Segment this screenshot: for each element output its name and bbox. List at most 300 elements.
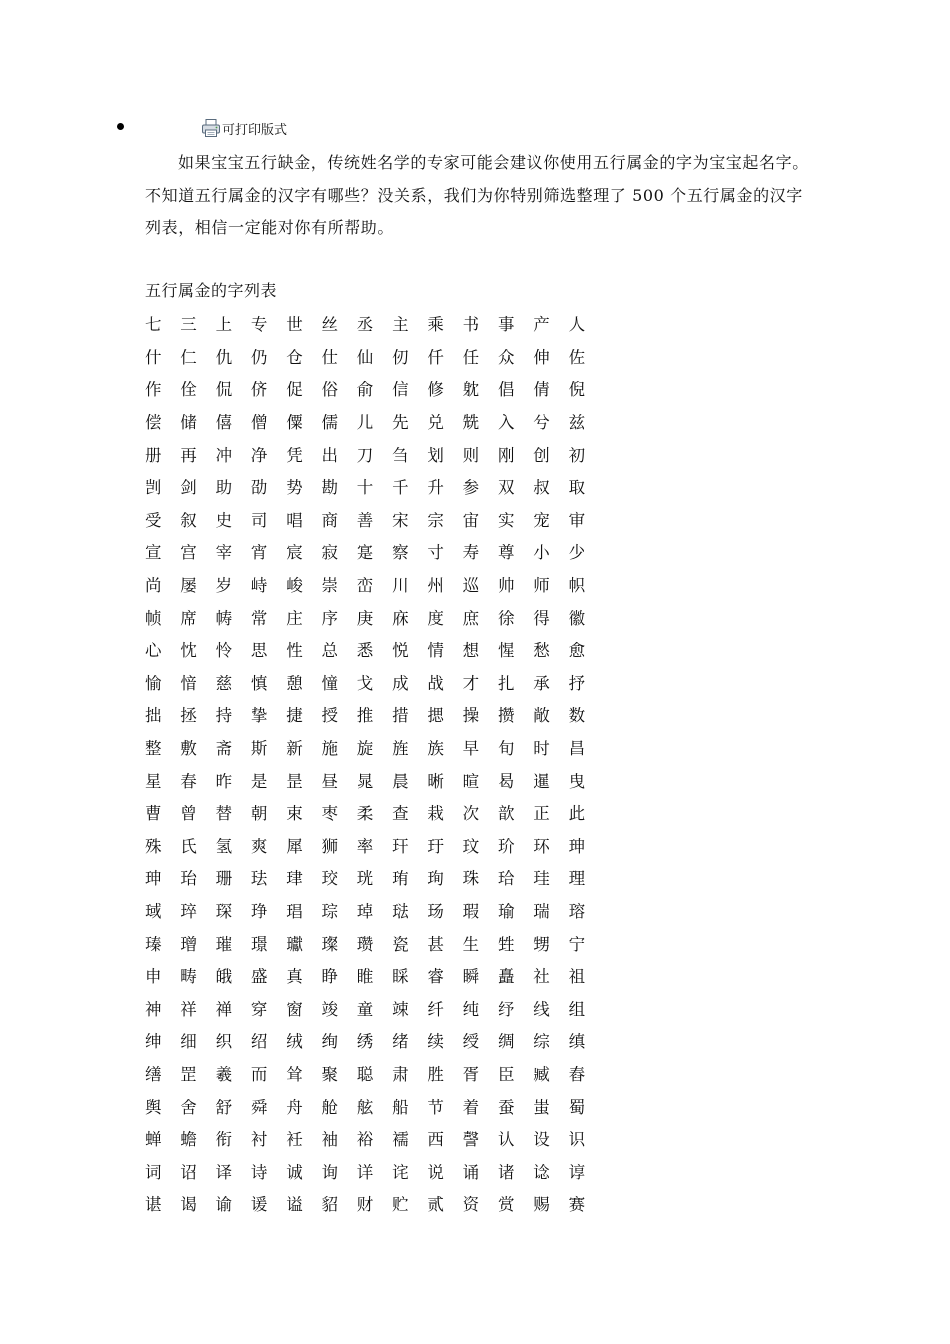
- character-cell: 敞: [533, 706, 550, 726]
- character-cell: 珖: [356, 869, 374, 889]
- character-cell: 胥: [462, 1064, 480, 1084]
- character-cell: 曳: [568, 771, 586, 791]
- character-cell: 席: [180, 608, 197, 628]
- character-cell: 缜: [568, 1032, 586, 1052]
- character-cell: 询: [321, 1162, 338, 1182]
- character-cell: 冲: [215, 445, 233, 465]
- character-cell: 升: [427, 478, 444, 498]
- character-cell: 悉: [356, 641, 374, 661]
- character-cell: 而: [250, 1064, 268, 1084]
- list-title: 五行属金的字列表: [145, 281, 278, 300]
- character-cell: 氢: [215, 836, 233, 856]
- character-cell: 宙: [462, 510, 480, 530]
- character-cell: 续: [427, 1032, 444, 1052]
- character-cell: 僳: [286, 413, 303, 433]
- character-cell: 玗: [427, 836, 444, 856]
- character-cell: 社: [533, 967, 550, 987]
- character-cell: 琩: [286, 901, 303, 921]
- character-cell: 宸: [286, 543, 303, 563]
- character-cell: 倡: [497, 380, 515, 400]
- character-cell: 憩: [286, 673, 303, 693]
- character-cell: 峻: [286, 576, 303, 596]
- character-cell: 貂: [321, 1195, 338, 1215]
- character-cell: 叔: [533, 478, 550, 498]
- character-cell: 舷: [356, 1097, 374, 1117]
- character-cell: 仓: [286, 347, 303, 367]
- character-cell: 兟: [462, 413, 480, 433]
- character-cell: 双: [497, 478, 515, 498]
- character-cell: 仇: [215, 347, 233, 367]
- character-cell: 愁: [533, 641, 550, 661]
- character-cell: 琮: [321, 901, 338, 921]
- character-cell: 曹: [145, 804, 162, 824]
- character-cell: 畴: [180, 967, 197, 987]
- character-cell: 庶: [462, 608, 480, 628]
- character-cell: 斋: [215, 739, 233, 759]
- character-cell: 仁: [180, 347, 197, 367]
- character-cell: 瓛: [286, 934, 303, 954]
- character-cell: 瞬: [462, 967, 480, 987]
- character-cell: 舂: [568, 1064, 586, 1084]
- character-cell: 施: [321, 739, 338, 759]
- character-cell: 珠: [462, 869, 480, 889]
- character-cell: 谆: [568, 1162, 586, 1182]
- character-cell: 瓷: [392, 934, 409, 954]
- character-cell: 早: [462, 739, 480, 759]
- character-cell: 认: [497, 1130, 515, 1150]
- character-cell: 儒: [321, 413, 338, 433]
- character-cell: 俞: [356, 380, 374, 400]
- character-cell: 整: [145, 739, 162, 759]
- character-cell: 殊: [145, 836, 162, 856]
- character-cell: 线: [533, 999, 550, 1019]
- character-cell: 持: [215, 706, 233, 726]
- character-cell: 受: [145, 510, 162, 530]
- character-cell: 聪: [356, 1064, 374, 1084]
- character-cell: 是: [250, 771, 268, 791]
- character-cell: 襦: [392, 1130, 409, 1150]
- character-cell: 昨: [215, 771, 233, 791]
- character-cell: 兑: [427, 413, 444, 433]
- character-cell: 谥: [286, 1195, 303, 1215]
- character-cell: 唱: [286, 510, 303, 530]
- character-cell: 众: [497, 347, 515, 367]
- character-cell: 刍: [392, 445, 409, 465]
- character-cell: 珆: [180, 869, 197, 889]
- character-cell: 爽: [250, 836, 268, 856]
- character-cell: 愉: [145, 673, 162, 693]
- character-cell: 盛: [250, 967, 268, 987]
- character-cell: 僖: [215, 413, 233, 433]
- character-cell: 细: [180, 1032, 197, 1052]
- character-cell: 衬: [250, 1130, 268, 1150]
- character-cell: 寸: [427, 543, 444, 563]
- character-cell: 枣: [321, 804, 338, 824]
- character-cell: 凭: [286, 445, 303, 465]
- character-cell: 竣: [321, 999, 338, 1019]
- character-cell: 赛: [568, 1195, 586, 1215]
- character-cell: 诏: [180, 1162, 197, 1182]
- character-cell: 想: [462, 641, 480, 661]
- character-cell: 三: [180, 315, 197, 335]
- character-cell: 昌: [568, 739, 586, 759]
- character-cell: 帜: [568, 576, 586, 596]
- character-cell: 柔: [356, 804, 374, 824]
- character-cell: 峦: [356, 576, 374, 596]
- character-cell: 衔: [215, 1130, 233, 1150]
- character-cell: 罡: [180, 1064, 197, 1084]
- character-cell: 性: [286, 641, 303, 661]
- character-cell: 先: [392, 413, 409, 433]
- character-cell: 慎: [250, 673, 268, 693]
- character-cell: 悦: [392, 641, 409, 661]
- character-cell: 袖: [321, 1130, 338, 1150]
- character-cell: 珨: [497, 869, 515, 889]
- character-cell: 璔: [180, 934, 197, 954]
- character-cell: 蚩: [533, 1097, 550, 1117]
- character-cell: 措: [392, 706, 409, 726]
- character-cell: 徐: [497, 608, 515, 628]
- character-cell: 节: [427, 1097, 444, 1117]
- character-cell: 睁: [321, 967, 338, 987]
- character-cell: 丝: [321, 315, 338, 335]
- character-cell: 帱: [215, 608, 233, 628]
- character-cell: 勘: [321, 478, 338, 498]
- character-cell: 才: [462, 673, 480, 693]
- character-cell: 庚: [356, 608, 374, 628]
- character-cell: 星: [145, 771, 162, 791]
- character-cell: 上: [215, 315, 233, 335]
- character-cell: 拯: [180, 706, 197, 726]
- character-cell: 倪: [568, 380, 586, 400]
- character-cell: 帧: [145, 608, 162, 628]
- character-cell: 生: [462, 934, 480, 954]
- character-cell: 作: [145, 380, 162, 400]
- character-cell: 春: [180, 771, 197, 791]
- character-cell: 则: [462, 445, 480, 465]
- character-cell: 暄: [462, 771, 480, 791]
- character-cell: 舒: [215, 1097, 233, 1117]
- character-cell: 珪: [533, 869, 550, 889]
- character-cell: 七: [145, 315, 162, 335]
- character-cell: 慈: [215, 673, 233, 693]
- character-cell: 徽: [568, 608, 586, 628]
- character-cell: 玚: [427, 901, 444, 921]
- character-cell: 舆: [145, 1097, 162, 1117]
- character-cell: 穿: [250, 999, 268, 1019]
- character-cell: 庥: [392, 608, 409, 628]
- character-cell: 小: [533, 543, 550, 563]
- character-cell: 谕: [215, 1195, 233, 1215]
- character-cell: 实: [497, 510, 515, 530]
- character-cell: 睬: [392, 967, 409, 987]
- character-cell: 剀: [145, 478, 162, 498]
- character-cell: 耸: [286, 1064, 303, 1084]
- character-table: [142, 307, 601, 1220]
- character-cell: 琙: [145, 901, 162, 921]
- character-cell: 常: [250, 608, 268, 628]
- character-cell: 查: [392, 804, 409, 824]
- character-cell: 羲: [215, 1064, 233, 1084]
- character-cell: 思: [250, 641, 268, 661]
- character-cell: 僧: [250, 413, 268, 433]
- character-cell: 纤: [427, 999, 444, 1019]
- character-cell: 忱: [180, 641, 197, 661]
- character-cell: 尚: [145, 576, 162, 596]
- character-cell: 叙: [180, 510, 197, 530]
- character-cell: 琛: [215, 901, 233, 921]
- character-cell: 川: [392, 576, 409, 596]
- character-cell: 修: [427, 380, 444, 400]
- character-cell: 取: [568, 478, 586, 498]
- printable-version-link[interactable]: [201, 117, 287, 139]
- character-cell: 攒: [497, 706, 515, 726]
- character-cell: 绚: [321, 1032, 338, 1052]
- character-cell: 此: [568, 804, 586, 824]
- character-cell: 愈: [568, 641, 586, 661]
- character-cell: 蝉: [145, 1130, 162, 1150]
- character-cell: 甚: [427, 934, 444, 954]
- character-cell: 衽: [286, 1130, 303, 1150]
- character-cell: 译: [215, 1162, 233, 1182]
- character-cell: 总: [321, 641, 338, 661]
- character-cell: 伸: [533, 347, 550, 367]
- character-cell: 侃: [215, 380, 233, 400]
- character-cell: 宠: [533, 510, 550, 530]
- character-cell: 竦: [392, 999, 409, 1019]
- character-cell: 族: [427, 739, 444, 759]
- character-cell: 少: [568, 543, 586, 563]
- character-cell: 琤: [250, 901, 268, 921]
- character-cell: 瑧: [145, 934, 162, 954]
- character-cell: 瑢: [568, 901, 586, 921]
- character-cell: 刚: [497, 445, 515, 465]
- character-cell: 儿: [356, 413, 374, 433]
- character-cell: 创: [533, 445, 550, 465]
- character-cell: 授: [321, 706, 338, 726]
- character-cell: 璨: [321, 934, 338, 954]
- character-cell: 甥: [533, 934, 550, 954]
- character-cell: 初: [568, 445, 586, 465]
- character-cell: 心: [145, 641, 162, 661]
- character-cell: 敷: [180, 739, 197, 759]
- character-cell: 次: [462, 804, 480, 824]
- character-cell: 绣: [356, 1032, 374, 1052]
- character-cell: 宫: [180, 543, 197, 563]
- character-cell: 怜: [215, 641, 233, 661]
- character-cell: 船: [392, 1097, 409, 1117]
- character-cell: 缮: [145, 1064, 162, 1084]
- character-cell: 宣: [145, 543, 162, 563]
- character-cell: 蚕: [497, 1097, 515, 1117]
- character-cell: 暹: [533, 771, 550, 791]
- character-cell: 曷: [497, 771, 515, 791]
- character-cell: 什: [145, 347, 162, 367]
- character-cell: 巡: [462, 576, 480, 596]
- character-cell: 旋: [356, 739, 374, 759]
- character-cell: 昼: [321, 771, 338, 791]
- character-cell: 仟: [427, 347, 444, 367]
- character-cell: 谖: [250, 1195, 268, 1215]
- character-cell: 矗: [497, 967, 515, 987]
- character-cell: 参: [462, 478, 480, 498]
- character-cell: 宋: [392, 510, 409, 530]
- character-cell: 仙: [356, 347, 374, 367]
- character-cell: 斯: [250, 739, 268, 759]
- list-bullet: [117, 123, 124, 130]
- character-cell: 俗: [321, 380, 338, 400]
- character-cell: 诵: [462, 1162, 480, 1182]
- character-cell: 正: [533, 804, 550, 824]
- character-cell: 揌: [427, 706, 444, 726]
- character-cell: 崇: [321, 576, 338, 596]
- character-cell: 睿: [427, 967, 444, 987]
- character-cell: 助: [215, 478, 233, 498]
- character-cell: 促: [286, 380, 303, 400]
- character-cell: 舜: [250, 1097, 268, 1117]
- character-cell: 珊: [215, 869, 233, 889]
- character-cell: 岁: [215, 576, 233, 596]
- character-cell: 旌: [392, 739, 409, 759]
- character-cell: 环: [533, 836, 550, 856]
- character-cell: 诸: [497, 1162, 515, 1182]
- character-cell: 旬: [497, 739, 515, 759]
- character-cell: 仞: [392, 347, 409, 367]
- character-cell: 昰: [286, 771, 303, 791]
- character-cell: 绅: [145, 1032, 162, 1052]
- character-cell: 审: [568, 510, 586, 530]
- character-cell: 玕: [392, 836, 409, 856]
- character-cell: 惺: [497, 641, 515, 661]
- character-cell: 躭: [462, 380, 480, 400]
- character-cell: 势: [286, 478, 303, 498]
- character-cell: 储: [180, 413, 197, 433]
- character-cell: 琺: [392, 901, 409, 921]
- character-cell: 珒: [286, 869, 303, 889]
- character-cell: 玟: [462, 836, 480, 856]
- character-cell: 设: [533, 1130, 550, 1150]
- character-cell: 寂: [321, 543, 338, 563]
- character-cell: 人: [568, 315, 586, 335]
- character-cell: 氏: [180, 836, 197, 856]
- character-cell: 划: [427, 445, 444, 465]
- character-cell: 得: [533, 608, 550, 628]
- character-cell: 睢: [356, 967, 374, 987]
- character-cell: 庄: [286, 608, 303, 628]
- character-cell: 事: [497, 315, 515, 335]
- character-cell: 师: [533, 576, 550, 596]
- character-cell: 挚: [250, 706, 268, 726]
- character-cell: 窗: [286, 999, 303, 1019]
- character-cell: 兮: [533, 413, 550, 433]
- character-cell: 绶: [462, 1032, 480, 1052]
- character-cell: 序: [321, 608, 338, 628]
- character-cell: 束: [286, 804, 303, 824]
- character-cell: 狮: [321, 836, 338, 856]
- character-cell: 世: [286, 315, 303, 335]
- character-cell: 寿: [462, 543, 480, 563]
- character-cell: 戈: [356, 673, 374, 693]
- character-cell: 珅: [145, 869, 162, 889]
- character-cell: 帅: [497, 576, 515, 596]
- character-cell: 屡: [180, 576, 197, 596]
- character-cell: 瑕: [462, 901, 480, 921]
- character-cell: 史: [215, 510, 233, 530]
- character-cell: 瓒: [356, 934, 374, 954]
- character-cell: 操: [462, 706, 480, 726]
- printer-icon: [201, 118, 221, 138]
- character-cell: 信: [392, 380, 409, 400]
- character-cell: 舍: [180, 1097, 197, 1117]
- character-cell: 绒: [286, 1032, 303, 1052]
- character-cell: 肃: [392, 1064, 409, 1084]
- character-cell: 说: [427, 1162, 444, 1182]
- character-cell: 着: [462, 1097, 480, 1117]
- character-cell: 诗: [250, 1162, 268, 1182]
- character-cell: 仍: [250, 347, 268, 367]
- character-cell: 愔: [180, 673, 197, 693]
- character-cell: 数: [568, 706, 586, 726]
- character-cell: 臣: [497, 1064, 515, 1084]
- character-cell: 谌: [145, 1195, 162, 1215]
- character-cell: 司: [250, 510, 268, 530]
- character-cell: 舟: [286, 1097, 303, 1117]
- character-cell: 拙: [145, 706, 162, 726]
- character-cell: 璀: [215, 934, 233, 954]
- character-cell: 册: [145, 445, 162, 465]
- character-cell: 珐: [250, 869, 268, 889]
- character-cell: 晨: [392, 771, 409, 791]
- character-cell: 晰: [427, 771, 444, 791]
- character-cell: 推: [356, 706, 374, 726]
- character-cell: 刀: [356, 445, 374, 465]
- character-cell: 臧: [533, 1064, 550, 1084]
- character-cell: 祖: [568, 967, 586, 987]
- character-cell: 新: [286, 739, 303, 759]
- character-cell: 蜀: [568, 1097, 586, 1117]
- character-cell: 聚: [321, 1064, 338, 1084]
- character-cell: 时: [533, 739, 550, 759]
- character-cell: 仕: [321, 347, 338, 367]
- character-cell: 诧: [392, 1162, 409, 1182]
- character-cell: 率: [356, 836, 374, 856]
- character-cell: 尊: [497, 543, 515, 563]
- character-cell: 真: [286, 967, 303, 987]
- character-cell: 捷: [286, 706, 303, 726]
- character-cell: 识: [568, 1130, 586, 1150]
- character-cell: 千: [392, 478, 409, 498]
- character-cell: 财: [356, 1195, 374, 1215]
- character-cell: 贰: [427, 1195, 444, 1215]
- character-cell: 度: [427, 608, 444, 628]
- character-cell: 织: [215, 1032, 233, 1052]
- character-cell: 词: [145, 1162, 162, 1182]
- character-cell: 神: [145, 999, 162, 1019]
- character-cell: 纯: [462, 999, 480, 1019]
- character-cell: 再: [180, 445, 197, 465]
- character-cell: 珣: [427, 869, 444, 889]
- character-cell: 察: [392, 543, 409, 563]
- character-cell: 兹: [568, 413, 586, 433]
- character-cell: 专: [250, 315, 268, 335]
- character-cell: 组: [568, 999, 586, 1019]
- character-cell: 谒: [180, 1195, 197, 1215]
- character-cell: 州: [427, 576, 444, 596]
- character-cell: 栽: [427, 804, 444, 824]
- character-cell: 犀: [286, 836, 303, 856]
- character-cell: 憧: [321, 673, 338, 693]
- character-cell: 承: [533, 673, 550, 693]
